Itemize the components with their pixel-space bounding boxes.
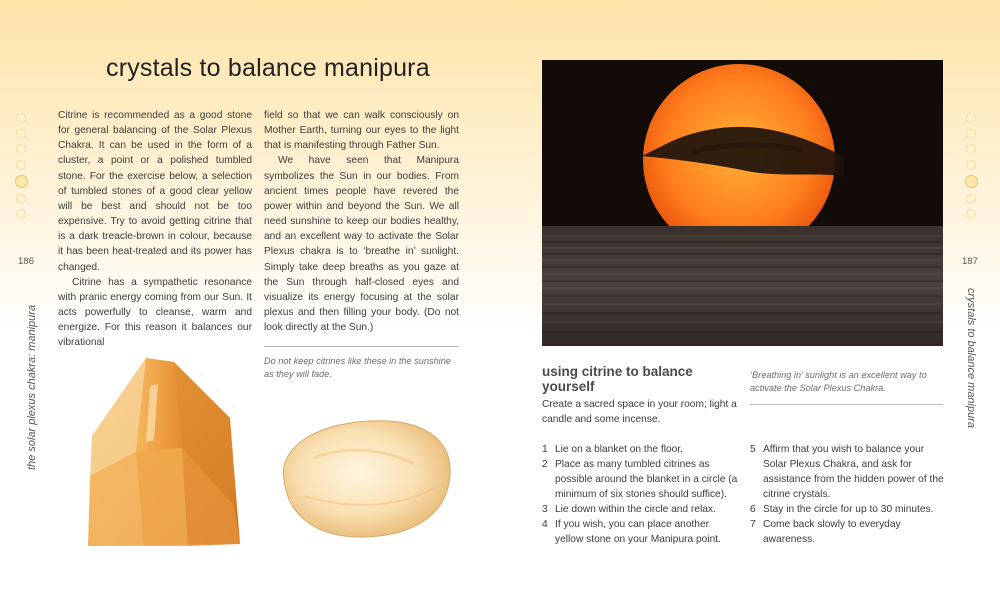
step-text: Lie on a blanket on the floor. [555, 444, 684, 455]
chakra-dot [16, 144, 26, 154]
running-head-right: crystals to balance manipura [965, 288, 977, 429]
step-text: Place as many tumbled citrines as possible around the blanket in a circle (a minimum of six stones should suffice). [555, 459, 738, 500]
exercise-intro: Create a sacred space in your room; light a candle and some incense. [542, 399, 737, 425]
step-item [750, 517, 946, 547]
chakra-dot [16, 209, 26, 219]
step-text: If you wish, you can place another yellow stone on your Manipura point. [555, 519, 721, 545]
step-item [542, 457, 738, 502]
step-number: 4 [542, 519, 548, 530]
chakra-dots-left [14, 113, 28, 225]
step-item [542, 502, 738, 517]
step-number: 1 [542, 444, 548, 455]
paragraph: Citrine has a sympathetic resonance with pranic energy coming from our Sun. It acts powerfully to cleanse, warm and energize. For this reason it balances our vibrational [58, 276, 252, 349]
chakra-dot [16, 194, 26, 204]
chakra-dot [966, 209, 976, 219]
running-head-left: the solar plexus chakra: manipura [26, 304, 38, 470]
chakra-dot [16, 113, 26, 123]
page-title: crystals to balance manipura [106, 54, 430, 82]
photo-caption: ‘Breathing in’ sunlight is an excellent way to activate the Solar Plexus Chakra. [750, 370, 927, 393]
chakra-dots-right [964, 113, 978, 225]
step-item [750, 442, 946, 502]
exercise-steps-right [750, 442, 946, 547]
step-item [542, 442, 738, 457]
step-item [750, 502, 946, 517]
step-number: 6 [750, 504, 756, 515]
chakra-dot [966, 129, 976, 139]
step-number: 3 [542, 504, 548, 515]
step-number: 5 [750, 444, 756, 455]
stone-caption: Do not keep citrines like these in the sunshine as they will fade. [264, 356, 451, 379]
chakra-dot [966, 144, 976, 154]
step-text: Affirm that you wish to balance your Solar Plexus Chakra, and ask for assistance from the hidden power of the citrine crystals. [763, 444, 944, 500]
step-text: Come back slowly to everyday awareness. [763, 519, 901, 545]
sunset-photo [542, 60, 943, 346]
caption-rule [264, 346, 459, 347]
caption-rule [750, 404, 943, 405]
page-number-right: 187 [962, 256, 978, 267]
citrine-crystal-point-image [84, 356, 242, 548]
step-text: Lie down within the circle and relax. [555, 504, 716, 515]
paragraph: field so that we can walk consciously on Mother Earth, turning our eyes to the light that is manifesting through Father Sun. [264, 110, 459, 152]
chakra-dot-active [965, 175, 978, 188]
paragraph: Citrine is recommended as a good stone for general balancing of the Solar Plexus Chakra. It can be used in the form of a cluster, a point or a polished tumbled stone. For the exercise below, a selection of tumbled stones of a good clear yellow will be best and should not be too expensive. Try to avoid getting citrine that is a dark treacle-brown in colour, because it has been heat-treated and its power has changed. [58, 110, 252, 273]
chakra-dot [966, 194, 976, 204]
left-text-column-1 [58, 108, 252, 351]
step-item [542, 517, 738, 547]
chakra-dot [966, 160, 976, 170]
left-text-column-2 [264, 108, 459, 335]
paragraph: We have seen that Manipura symbolizes the Sun in our bodies. From ancient times people have revered the power within and beyond the Sun. We all need sunshine to keep our bodies healthy, and an excellent way to activate the Solar Plexus chakra is to ‘breathe in’ sunlight. Simply take deep breaths as you gaze at the Sun through half-closed eyes and visualize its energy focusing at the solar plexus and then filling your body. (Do not look directly at the Sun.) [264, 155, 459, 334]
step-number: 2 [542, 459, 548, 470]
chakra-dot-active [15, 175, 28, 188]
chakra-dot [16, 160, 26, 170]
step-text: Stay in the circle for up to 30 minutes. [763, 504, 934, 515]
tumbled-citrine-stone-image [274, 418, 456, 540]
page-number-left: 186 [18, 256, 34, 267]
exercise-heading: using citrine to balance yourself [542, 364, 693, 394]
chakra-dot [966, 113, 976, 123]
chakra-dot [16, 129, 26, 139]
step-number: 7 [750, 519, 756, 530]
exercise-steps-left [542, 442, 738, 547]
